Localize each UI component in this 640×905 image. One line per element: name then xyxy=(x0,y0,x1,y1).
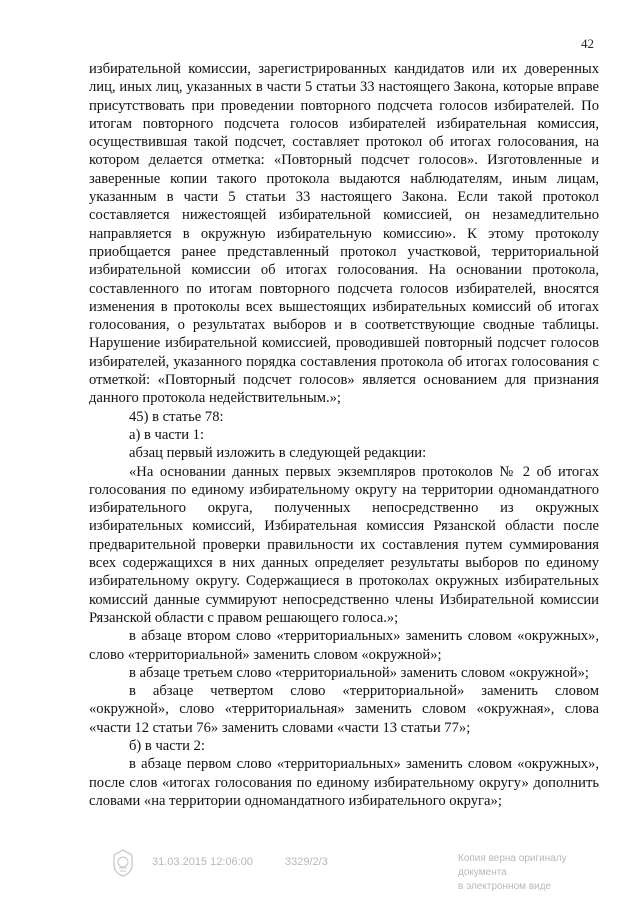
footer-certification-line-2: в электронном виде xyxy=(458,881,552,892)
paragraph-6: в абзаце втором слово «территориальных» заменить словом «окружных», слово «территориальной» заменить словом «окружной»; xyxy=(89,628,599,663)
paragraph-1: избирательной комиссии, зарегистрированных кандидатов или их доверенных лиц, иных лиц, указанных в части 5 статьи 33 настоящего Закона, которые вправе присутствовать при проведении повторного подсчета голосов избирателей. По итогам повторного подсчета голосов избирателей избирательная комиссия, осуществившая такой подсчет, составляет протокол об итогах голосования, на котором делается отметка: «Повторный подсчет голосов». Изготовленные и заверенные копии такого протокола выдаются наблюдателям, иным лицам, указанным в части 5 статьи 33 настоящего Закона. Если такой протокол составляется нижестоящей избирательной комиссией, он незамедлительно направляется в окружную избирательную комиссию». К этому протоколу приобщается ранее представленный протокол участковой, территориальной избирательной комиссии об итогах голосования. На основании протокола, составленного по итогам повторного подсчета голосов избирателей, вносятся изменения в протоколы всех вышестоящих избирательных комиссий об итогах голосования, о результатах выборов и в соответствующие сводные таблицы. Нарушение избирательной комиссией, проводившей повторный подсчет голосов избирателей, указанного порядка составления протокола об итогах голосования с отметкой: «Повторный подсчет голосов» является основанием для признания данного протокола недействительным.»; xyxy=(89,61,599,407)
emblem-stamp-icon xyxy=(110,848,136,878)
paragraph-2: 45) в статье 78: xyxy=(129,408,224,425)
page-number: 42 xyxy=(581,36,594,51)
footer xyxy=(0,848,640,892)
paragraph-5: «На основании данных первых экземпляров протоколов № 2 об итогах голосования по единому избирательному округу на территории одномандатного избирательного округа, полученных непосредственно из окружных избирательных комиссий, Избирательная комиссия Рязанской области после предварительной проверки правильности их составления путем суммирования всех содержащихся в них данных определяет результаты выборов по единому избирательному округу. Содержащиеся в протоколах окружных избирательных комиссий данные суммируют непосредственно члены Избирательной комиссии Рязанской области с правом решающего голоса.»; xyxy=(89,463,599,626)
footer-date: 31.03.2015 12:06:00 xyxy=(152,856,253,868)
footer-certification xyxy=(458,852,608,894)
document-body xyxy=(89,60,599,810)
paragraph-9: б) в части 2: xyxy=(129,737,205,754)
paragraph-4: абзац первый изложить в следующей редакции: xyxy=(129,445,427,462)
footer-code: 3329/2/3 xyxy=(285,856,328,868)
paragraph-7: в абзаце третьем слово «территориальной» заменить словом «окружной»; xyxy=(129,664,589,681)
paragraph-8: в абзаце четвертом слово «территориальной» заменить словом «окружной», слово «территориальная» заменить словом «окружная», слова «части 12 статьи 76» заменить словами «части 13 статьи 77»; xyxy=(89,683,599,736)
paragraph-3: а) в части 1: xyxy=(129,426,205,443)
paragraph-10: в абзаце первом слово «территориальных» заменить словом «окружных», после слов «итогах голосования по единому избирательному округу» дополнить словами «на территории одномандатного избирательного округа»; xyxy=(89,756,599,809)
footer-certification-line-1: Копия верна оригиналу документа xyxy=(458,853,567,878)
